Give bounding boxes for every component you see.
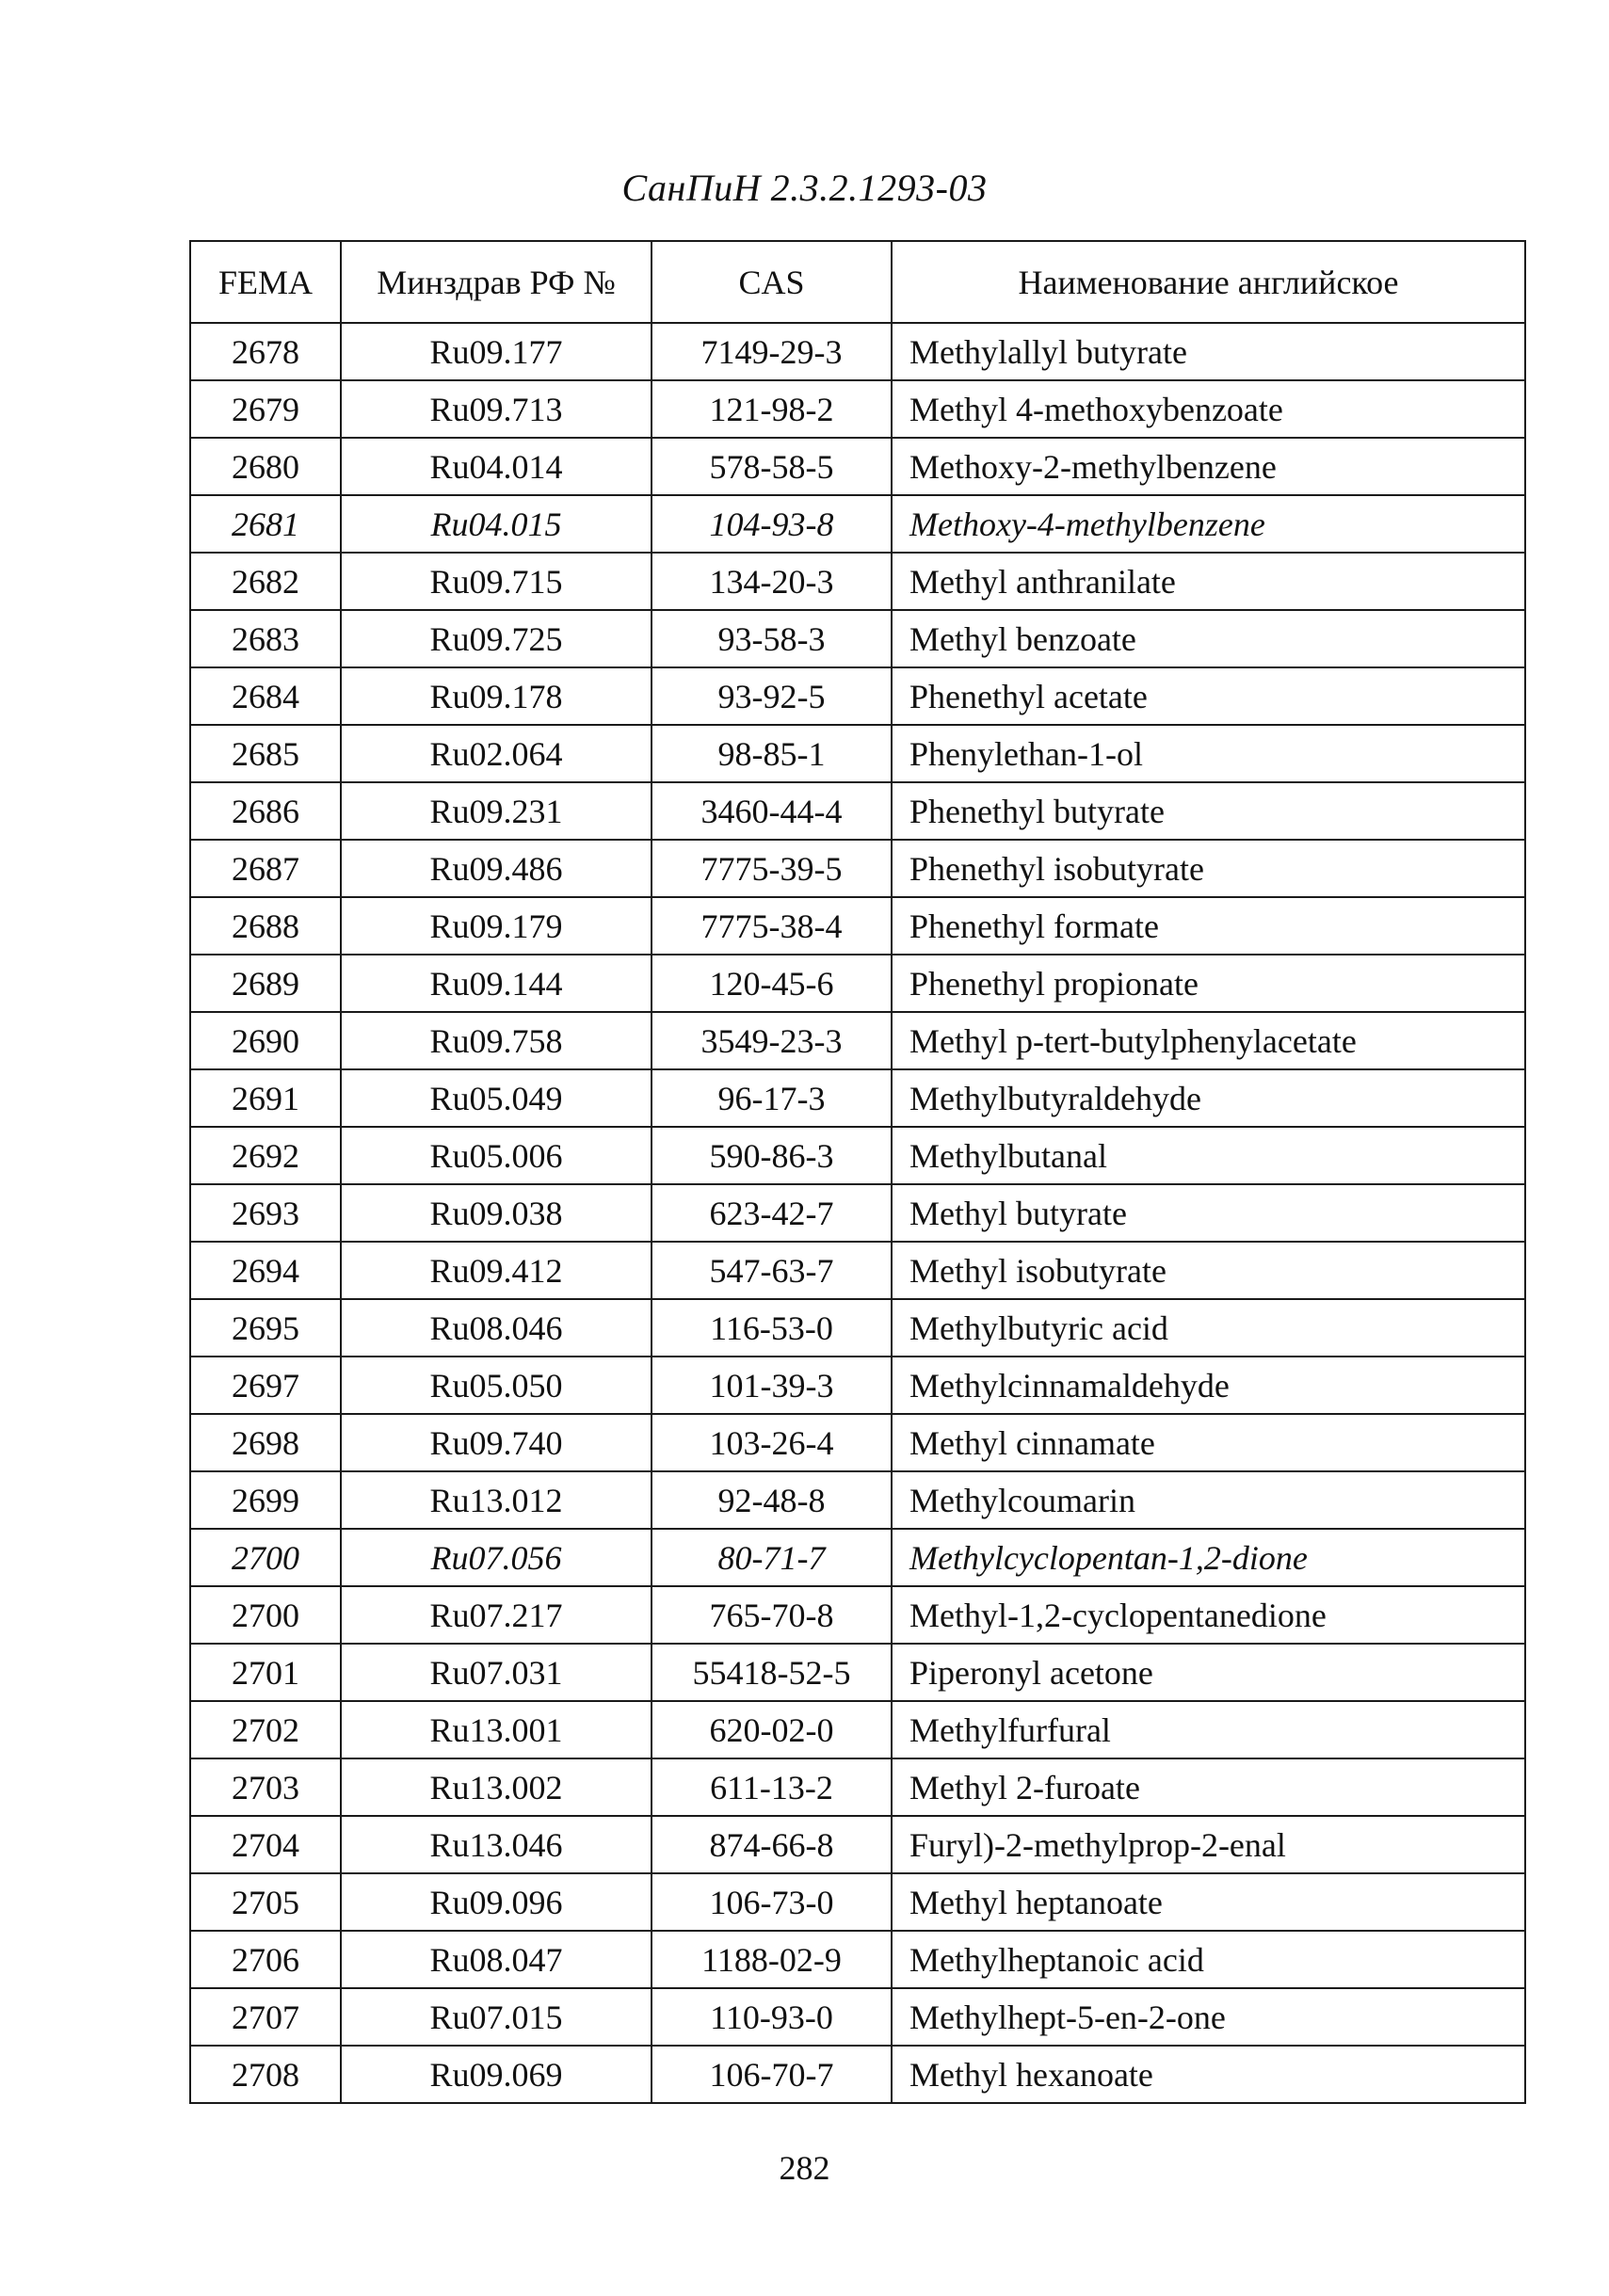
cell-fema: 2685 xyxy=(190,725,341,782)
cell-minzdrav: Ru09.096 xyxy=(341,1873,652,1931)
cell-fema: 2698 xyxy=(190,1414,341,1471)
cell-fema: 2700 xyxy=(190,1529,341,1586)
table-row xyxy=(190,1012,1525,1069)
cell-name-english: Phenethyl propionate xyxy=(892,955,1525,1012)
table-row xyxy=(190,725,1525,782)
cell-name-english: Phenethyl butyrate xyxy=(892,782,1525,840)
cell-cas: 765-70-8 xyxy=(652,1586,892,1644)
cell-fema: 2701 xyxy=(190,1644,341,1701)
cell-cas: 103-26-4 xyxy=(652,1414,892,1471)
cell-minzdrav: Ru09.038 xyxy=(341,1184,652,1242)
table-row xyxy=(190,610,1525,667)
cell-name-english: Methylcyclopentan-1,2-dione xyxy=(892,1529,1525,1586)
cell-fema: 2705 xyxy=(190,1873,341,1931)
table-row xyxy=(190,553,1525,610)
table-row xyxy=(190,1242,1525,1299)
table-row xyxy=(190,1414,1525,1471)
cell-minzdrav: Ru09.486 xyxy=(341,840,652,897)
table-row xyxy=(190,1069,1525,1127)
cell-minzdrav: Ru09.412 xyxy=(341,1242,652,1299)
table-row xyxy=(190,667,1525,725)
table-row xyxy=(190,495,1525,553)
cell-cas: 3460-44-4 xyxy=(652,782,892,840)
cell-minzdrav: Ru05.050 xyxy=(341,1357,652,1414)
cell-fema: 2689 xyxy=(190,955,341,1012)
cell-fema: 2699 xyxy=(190,1471,341,1529)
cell-cas: 96-17-3 xyxy=(652,1069,892,1127)
cell-name-english: Methylcinnamaldehyde xyxy=(892,1357,1525,1414)
cell-fema: 2693 xyxy=(190,1184,341,1242)
cell-cas: 92-48-8 xyxy=(652,1471,892,1529)
cell-minzdrav: Ru02.064 xyxy=(341,725,652,782)
cell-minzdrav: Ru09.715 xyxy=(341,553,652,610)
cell-cas: 623-42-7 xyxy=(652,1184,892,1242)
cell-fema: 2687 xyxy=(190,840,341,897)
cell-minzdrav: Ru07.056 xyxy=(341,1529,652,1586)
cell-fema: 2681 xyxy=(190,495,341,553)
cell-minzdrav: Ru09.179 xyxy=(341,897,652,955)
cell-name-english: Methyl cinnamate xyxy=(892,1414,1525,1471)
cell-name-english: Phenethyl acetate xyxy=(892,667,1525,725)
table-row xyxy=(190,1644,1525,1701)
table-body xyxy=(190,323,1525,2103)
cell-fema: 2704 xyxy=(190,1816,341,1873)
cell-name-english: Methyl heptanoate xyxy=(892,1873,1525,1931)
cell-name-english: Methylfurfural xyxy=(892,1701,1525,1758)
page-number: 282 xyxy=(779,2149,830,2187)
cell-cas: 106-73-0 xyxy=(652,1873,892,1931)
table-row xyxy=(190,1988,1525,2046)
table-row xyxy=(190,1586,1525,1644)
cell-minzdrav: Ru09.144 xyxy=(341,955,652,1012)
cell-fema: 2695 xyxy=(190,1299,341,1357)
cell-cas: 874-66-8 xyxy=(652,1816,892,1873)
cell-fema: 2707 xyxy=(190,1988,341,2046)
cell-cas: 98-85-1 xyxy=(652,725,892,782)
cell-minzdrav: Ru09.740 xyxy=(341,1414,652,1471)
cell-minzdrav: Ru09.178 xyxy=(341,667,652,725)
cell-name-english: Methoxy-2-methylbenzene xyxy=(892,438,1525,495)
cell-fema: 2692 xyxy=(190,1127,341,1184)
cell-name-english: Methylbutyric acid xyxy=(892,1299,1525,1357)
cell-cas: 93-58-3 xyxy=(652,610,892,667)
cell-cas: 121-98-2 xyxy=(652,380,892,438)
cell-name-english: Methoxy-4-methylbenzene xyxy=(892,495,1525,553)
table-row xyxy=(190,438,1525,495)
column-header-name-english: Наименование английское xyxy=(892,241,1525,323)
cell-name-english: Methylheptanoic acid xyxy=(892,1931,1525,1988)
cell-name-english: Methyl 2-furoate xyxy=(892,1758,1525,1816)
cell-cas: 547-63-7 xyxy=(652,1242,892,1299)
table-row xyxy=(190,380,1525,438)
cell-name-english: Piperonyl acetone xyxy=(892,1644,1525,1701)
cell-minzdrav: Ru13.002 xyxy=(341,1758,652,1816)
cell-minzdrav: Ru09.231 xyxy=(341,782,652,840)
cell-minzdrav: Ru07.217 xyxy=(341,1586,652,1644)
cell-cas: 620-02-0 xyxy=(652,1701,892,1758)
column-header-minzdrav: Минздрав РФ № xyxy=(341,241,652,323)
cell-name-english: Furyl)-2-methylprop-2-enal xyxy=(892,1816,1525,1873)
table-row xyxy=(190,1471,1525,1529)
cell-fema: 2703 xyxy=(190,1758,341,1816)
cell-fema: 2688 xyxy=(190,897,341,955)
cell-fema: 2683 xyxy=(190,610,341,667)
cell-cas: 93-92-5 xyxy=(652,667,892,725)
document-header: СанПиН 2.3.2.1293-03 xyxy=(621,167,988,209)
cell-minzdrav: Ru04.015 xyxy=(341,495,652,553)
cell-cas: 611-13-2 xyxy=(652,1758,892,1816)
cell-cas: 7149-29-3 xyxy=(652,323,892,380)
cell-name-english: Phenylethan-1-ol xyxy=(892,725,1525,782)
table-row xyxy=(190,955,1525,1012)
cell-cas: 104-93-8 xyxy=(652,495,892,553)
cell-minzdrav: Ru04.014 xyxy=(341,438,652,495)
cell-minzdrav: Ru13.046 xyxy=(341,1816,652,1873)
table-row xyxy=(190,1127,1525,1184)
cell-cas: 116-53-0 xyxy=(652,1299,892,1357)
cell-cas: 1188-02-9 xyxy=(652,1931,892,1988)
cell-name-english: Methylbutyraldehyde xyxy=(892,1069,1525,1127)
table-row xyxy=(190,1299,1525,1357)
table-row xyxy=(190,1873,1525,1931)
cell-fema: 2678 xyxy=(190,323,341,380)
cell-name-english: Methylcoumarin xyxy=(892,1471,1525,1529)
cell-cas: 120-45-6 xyxy=(652,955,892,1012)
cell-fema: 2708 xyxy=(190,2046,341,2103)
table-row xyxy=(190,897,1525,955)
table-row xyxy=(190,1931,1525,1988)
cell-minzdrav: Ru09.713 xyxy=(341,380,652,438)
cell-fema: 2706 xyxy=(190,1931,341,1988)
cell-minzdrav: Ru13.012 xyxy=(341,1471,652,1529)
cell-minzdrav: Ru09.177 xyxy=(341,323,652,380)
table-header-row xyxy=(190,241,1525,323)
cell-name-english: Phenethyl isobutyrate xyxy=(892,840,1525,897)
table-row xyxy=(190,1758,1525,1816)
substances-table xyxy=(189,240,1526,2104)
cell-fema: 2682 xyxy=(190,553,341,610)
cell-fema: 2684 xyxy=(190,667,341,725)
table-row xyxy=(190,1816,1525,1873)
cell-minzdrav: Ru13.001 xyxy=(341,1701,652,1758)
cell-fema: 2691 xyxy=(190,1069,341,1127)
cell-cas: 7775-38-4 xyxy=(652,897,892,955)
cell-cas: 578-58-5 xyxy=(652,438,892,495)
cell-name-english: Methylbutanal xyxy=(892,1127,1525,1184)
cell-fema: 2694 xyxy=(190,1242,341,1299)
cell-cas: 110-93-0 xyxy=(652,1988,892,2046)
table-row xyxy=(190,323,1525,380)
cell-fema: 2686 xyxy=(190,782,341,840)
cell-name-english: Methyl-1,2-cyclopentanedione xyxy=(892,1586,1525,1644)
cell-fema: 2702 xyxy=(190,1701,341,1758)
table-row xyxy=(190,1701,1525,1758)
cell-name-english: Methyl benzoate xyxy=(892,610,1525,667)
cell-fema: 2700 xyxy=(190,1586,341,1644)
cell-name-english: Methylhept-5-en-2-one xyxy=(892,1988,1525,2046)
cell-fema: 2697 xyxy=(190,1357,341,1414)
cell-cas: 106-70-7 xyxy=(652,2046,892,2103)
cell-minzdrav: Ru09.758 xyxy=(341,1012,652,1069)
cell-name-english: Methyl p-tert-butylphenylacetate xyxy=(892,1012,1525,1069)
cell-name-english: Methyl 4-methoxybenzoate xyxy=(892,380,1525,438)
cell-cas: 55418-52-5 xyxy=(652,1644,892,1701)
cell-fema: 2680 xyxy=(190,438,341,495)
cell-minzdrav: Ru07.015 xyxy=(341,1988,652,2046)
cell-cas: 80-71-7 xyxy=(652,1529,892,1586)
cell-minzdrav: Ru09.069 xyxy=(341,2046,652,2103)
cell-minzdrav: Ru07.031 xyxy=(341,1644,652,1701)
cell-minzdrav: Ru08.047 xyxy=(341,1931,652,1988)
table-row xyxy=(190,1529,1525,1586)
cell-name-english: Methyl isobutyrate xyxy=(892,1242,1525,1299)
cell-minzdrav: Ru05.006 xyxy=(341,1127,652,1184)
table-row xyxy=(190,782,1525,840)
cell-cas: 7775-39-5 xyxy=(652,840,892,897)
cell-name-english: Phenethyl formate xyxy=(892,897,1525,955)
cell-cas: 3549-23-3 xyxy=(652,1012,892,1069)
table-row xyxy=(190,2046,1525,2103)
column-header-fema: FEMA xyxy=(190,241,341,323)
cell-name-english: Methylallyl butyrate xyxy=(892,323,1525,380)
cell-cas: 590-86-3 xyxy=(652,1127,892,1184)
column-header-cas: CAS xyxy=(652,241,892,323)
table-row xyxy=(190,840,1525,897)
cell-name-english: Methyl hexanoate xyxy=(892,2046,1525,2103)
cell-name-english: Methyl anthranilate xyxy=(892,553,1525,610)
cell-minzdrav: Ru08.046 xyxy=(341,1299,652,1357)
substances-table-container xyxy=(189,240,1524,2104)
cell-fema: 2690 xyxy=(190,1012,341,1069)
cell-name-english: Methyl butyrate xyxy=(892,1184,1525,1242)
cell-fema: 2679 xyxy=(190,380,341,438)
cell-cas: 134-20-3 xyxy=(652,553,892,610)
table-row xyxy=(190,1184,1525,1242)
cell-minzdrav: Ru09.725 xyxy=(341,610,652,667)
table-row xyxy=(190,1357,1525,1414)
cell-cas: 101-39-3 xyxy=(652,1357,892,1414)
cell-minzdrav: Ru05.049 xyxy=(341,1069,652,1127)
